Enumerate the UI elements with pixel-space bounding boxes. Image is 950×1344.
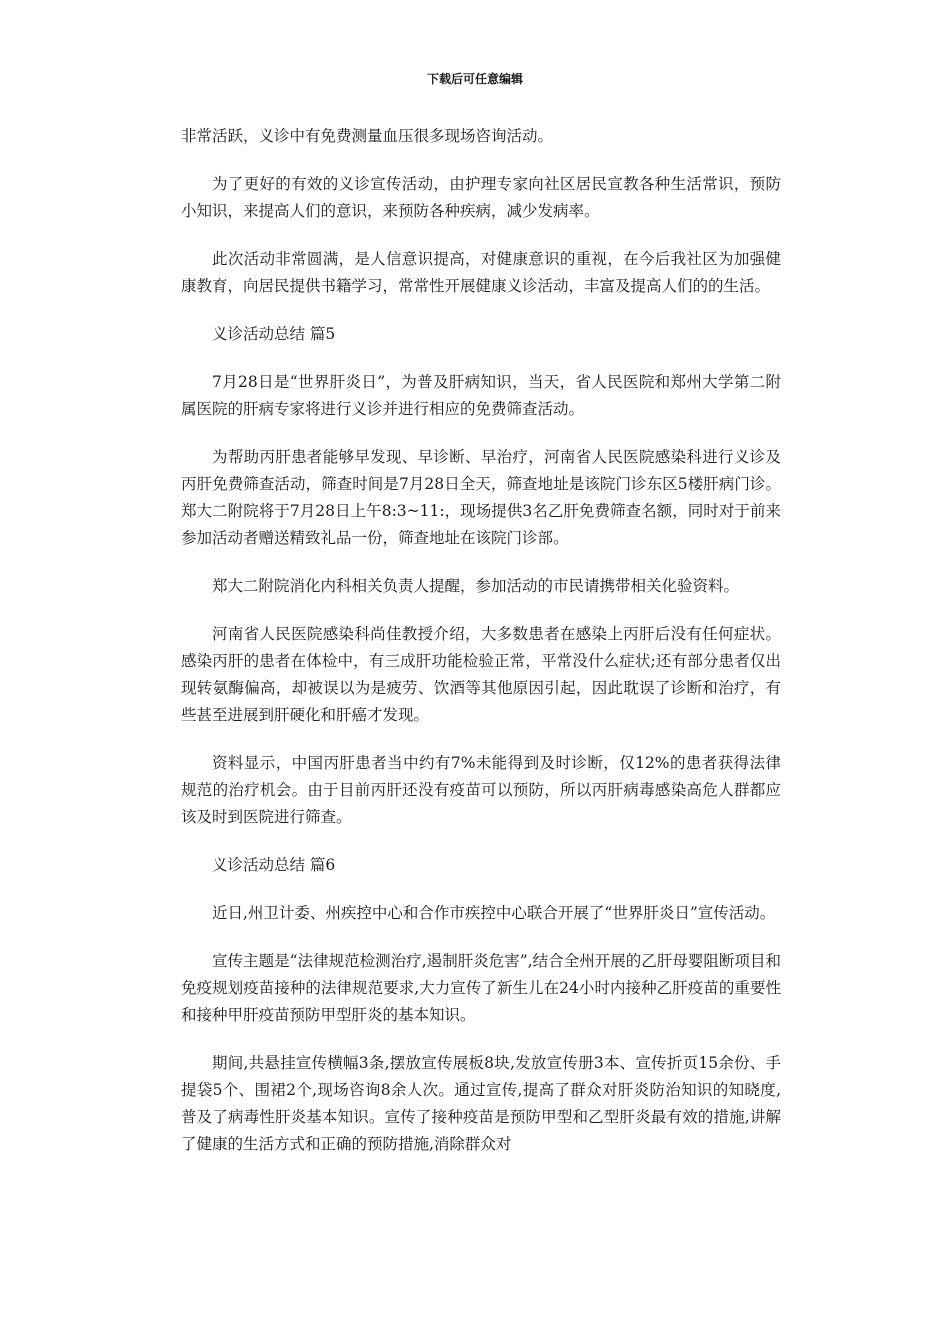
document-body <box>181 123 781 1158</box>
section-heading-6: 义诊活动总结 篇6 <box>212 856 336 874</box>
paragraph-4: 7月28日是“世界肝炎日”，为普及肝病知识，当天，省人民医院和郑州大学第二附属医院的肝病专家将进行义诊并进行相应的免费筛查活动。 <box>181 373 781 418</box>
paragraph-3: 此次活动非常圆满，是人信意识提高，对健康意识的重视，在今后我社区为加强健康教育，向居民提供书籍学习，常常性开展健康义诊活动，丰富及提高人们的的生活。 <box>181 250 781 295</box>
paragraph-2: 为了更好的有效的义诊宣传活动，由护理专家向社区居民宣教各种生活常识，预防小知识，来提高人们的意识，来预防各种疾病，减少发病率。 <box>181 175 781 220</box>
paragraph-9: 近日,州卫计委、州疾控中心和合作市疾控中心联合开展了“世界肝炎日”宣传活动。 <box>212 904 776 922</box>
page-header-note: 下载后可任意编辑 <box>426 72 523 86</box>
paragraph-7: 河南省人民医院感染科尚佳教授介绍，大多数患者在感染上丙肝后没有任何症状。感染丙肝的患者在体检中，有三成肝功能检验正常，平常没什么症状;还有部分患者仅出现转氨酶偏高，却被误以为是疲劳、饮酒等其他原因引起，因此耽误了诊断和治疗，有些甚至进展到肝硬化和肝癌才发现。 <box>181 625 781 724</box>
paragraph-10: 宣传主题是“法律规范检测治疗,遏制肝炎危害”,结合全州开展的乙肝母婴阻断项目和免疫规划疫苗接种的法律规范要求,大力宣传了新生儿在24小时内接种乙肝疫苗的重要性和接种甲肝疫苗预防甲型肝炎的基本知识。 <box>181 952 781 1024</box>
paragraph-1: 非常活跃，义诊中有免费测量血压很多现场咨询活动。 <box>181 127 554 145</box>
paragraph-5: 为帮助丙肝患者能够早发现、早诊断、早治疗，河南省人民医院感染科进行义诊及丙肝免费筛查活动，筛查时间是7月28日全天，筛查地址是该院门诊东区5楼肝病门诊。郑大二附院将于7月28日上午8:3~11:，现场提供3名乙肝免费筛查名额，同时对于前来参加活动者赠送精致礼品一份，筛查地址在该院门诊部。 <box>181 448 781 547</box>
paragraph-11: 期间,共悬挂宣传横幅3条,摆放宣传展板8块,发放宣传册3本、宣传折页15余份、手提袋5个、围裙2个,现场咨询8余人次。通过宣传,提高了群众对肝炎防治知识的知晓度,普及了病毒性肝炎基本知识。宣传了接种疫苗是预防甲型和乙型肝炎最有效的措施,讲解了健康的生活方式和正确的预防措施,消除群众对 <box>181 1054 781 1153</box>
section-heading-5: 义诊活动总结 篇5 <box>212 325 336 343</box>
paragraph-6: 郑大二附院消化内科相关负责人提醒，参加活动的市民请携带相关化验资料。 <box>212 577 740 595</box>
paragraph-8: 资料显示，中国丙肝患者当中约有7%未能得到及时诊断，仅12%的患者获得法律规范的治疗机会。由于目前丙肝还没有疫苗可以预防，所以丙肝病毒感染高危人群都应该及时到医院进行筛查。 <box>181 754 781 826</box>
